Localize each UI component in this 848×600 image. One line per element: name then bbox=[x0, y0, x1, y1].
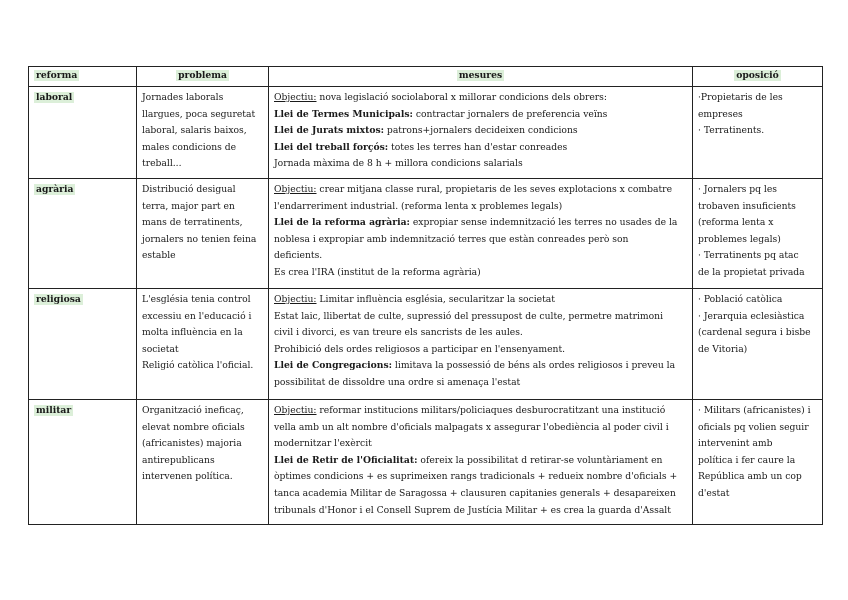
law-label: Llei de la reforma agrària: bbox=[274, 217, 410, 229]
header-reforma: reforma bbox=[29, 67, 137, 87]
reform-label: religiosa bbox=[36, 294, 81, 305]
reform-label: laboral bbox=[36, 92, 73, 103]
header-problema: problema bbox=[137, 67, 269, 87]
mesures-line bbox=[274, 123, 687, 140]
law-label: Llei del treball forçós: bbox=[274, 141, 389, 153]
problema-line: estable bbox=[142, 250, 176, 262]
mesures-line bbox=[274, 90, 687, 107]
problema-line: Religió catòlica l'oficial. bbox=[142, 360, 254, 372]
cell-reforma bbox=[29, 87, 137, 179]
mesures-text: crear mitjana classe rural, propietaris de les seves explotacions x combatre bbox=[316, 184, 673, 195]
mesures-text: Prohibició dels ordes religiosos a participar en l'ensenyament. bbox=[274, 343, 566, 355]
oposicio-line: empreses bbox=[698, 108, 743, 120]
oposicio-line: trobaven insuficients bbox=[698, 200, 796, 212]
problema-line: antirepublicans bbox=[142, 454, 215, 466]
mesures-line bbox=[274, 140, 687, 157]
mesures-text: patrons+jornalers decideixen condicions bbox=[384, 125, 578, 137]
header-mesures: mesures bbox=[269, 67, 693, 87]
mesures-text: vella amb un alt nombre d'oficials malpagats x assegurar l'obediència al poder civil i bbox=[274, 421, 669, 433]
reform-label: militar bbox=[36, 405, 72, 416]
mesures-text: Estat laic, llibertat de culte, supressió del pressupost de culte, permetre matrimoni bbox=[274, 310, 664, 322]
oposicio-line: de la propietat privada bbox=[698, 266, 805, 278]
problema-line: molta influència en la bbox=[142, 327, 243, 339]
cell-oposicio bbox=[693, 289, 823, 400]
mesures-text: deficients. bbox=[274, 250, 323, 262]
cell-problema bbox=[137, 179, 269, 289]
mesures-line bbox=[274, 342, 687, 359]
mesures-text: totes les terres han d'estar conreades bbox=[388, 141, 568, 153]
law-label: Llei de Congregacions: bbox=[274, 360, 393, 372]
problema-line: societat bbox=[142, 343, 179, 355]
oposicio-line: República amb un cop bbox=[698, 471, 802, 483]
law-label: Llei de Termes Municipals: bbox=[274, 108, 413, 120]
problema-line: males condicions de bbox=[142, 141, 237, 153]
oposicio-line: de Vitoria) bbox=[698, 343, 748, 355]
reform-label: agrària bbox=[36, 184, 74, 195]
mesures-text: l'endarreriment industrial. (reforma lenta x problemes legals) bbox=[274, 200, 563, 212]
header-oposicio: oposició bbox=[693, 67, 823, 87]
problema-line: L'església tenia control bbox=[142, 294, 251, 305]
problema-line: (africanistes) majoria bbox=[142, 438, 242, 450]
problema-line: intervenen política. bbox=[142, 471, 233, 483]
oposicio-line: d'estat bbox=[698, 487, 730, 499]
cell-reforma bbox=[29, 400, 137, 525]
problema-line: Jornades laborals bbox=[142, 92, 224, 103]
mesures-text: Es crea l'IRA (institut de la reforma agrària) bbox=[274, 266, 481, 278]
mesures-text: limitava la possessió de béns als ordes religiosos i preveu la bbox=[392, 360, 676, 372]
mesures-text: expropiar sense indemnització les terres no usades de la bbox=[409, 217, 678, 229]
mesures-line bbox=[274, 215, 687, 232]
oposicio-line: política i fer caure la bbox=[698, 454, 796, 466]
oposicio-line: (reforma lenta x bbox=[698, 217, 774, 229]
mesures-text: nova legislació sociolaboral x millorar condicions dels obrers: bbox=[316, 92, 607, 103]
mesures-line bbox=[274, 503, 687, 520]
mesures-line bbox=[274, 486, 687, 503]
cell-oposicio bbox=[693, 179, 823, 289]
cell-mesures bbox=[269, 179, 693, 289]
cell-mesures bbox=[269, 87, 693, 179]
mesures-line bbox=[274, 107, 687, 124]
cell-problema bbox=[137, 87, 269, 179]
mesures-line bbox=[274, 199, 687, 216]
objective-label: Objectiu: bbox=[274, 294, 317, 305]
problema-line: jornalers no tenien feina bbox=[142, 233, 257, 245]
oposicio-line: · Jornalers pq les bbox=[698, 184, 778, 195]
oposicio-line: oficials pq volien seguir bbox=[698, 421, 809, 433]
problema-line: terra, major part en bbox=[142, 200, 235, 212]
table-row bbox=[29, 87, 823, 179]
table-row bbox=[29, 400, 823, 525]
objective-label: Objectiu: bbox=[274, 405, 317, 416]
table-row bbox=[29, 179, 823, 289]
mesures-line bbox=[274, 156, 687, 173]
mesures-line bbox=[274, 358, 687, 375]
mesures-line bbox=[274, 453, 687, 470]
problema-line: laboral, salaris baixos, bbox=[142, 125, 247, 137]
mesures-line bbox=[274, 309, 687, 326]
mesures-line bbox=[274, 325, 687, 342]
oposicio-line: · Població catòlica bbox=[698, 294, 783, 305]
oposicio-line: problemes legals) bbox=[698, 233, 781, 245]
cell-reforma bbox=[29, 179, 137, 289]
mesures-line bbox=[274, 375, 687, 392]
oposicio-line: ·Propietaris de les bbox=[698, 92, 783, 103]
mesures-line bbox=[274, 403, 687, 420]
header-row bbox=[29, 67, 823, 87]
oposicio-line: · Jerarquia eclesiàstica bbox=[698, 310, 805, 322]
mesures-text: Limitar influència església, secularitzar la societat bbox=[316, 294, 555, 305]
mesures-line bbox=[274, 248, 687, 265]
mesures-text: contractar jornalers de preferencia veïns bbox=[412, 108, 608, 120]
mesures-text: òptimes condicions + es suprimeixen rangs tradicionals + redueix nombre d'oficials + bbox=[274, 471, 678, 483]
mesures-line bbox=[274, 232, 687, 249]
mesures-line bbox=[274, 182, 687, 199]
oposicio-line: (cardenal segura i bisbe bbox=[698, 327, 811, 339]
problema-line: excessiu en l'educació i bbox=[142, 310, 252, 322]
mesures-text: noblesa i expropiar amb indemnització terres que estàn conreades però son bbox=[274, 233, 629, 245]
problema-line: treball... bbox=[142, 158, 182, 170]
objective-label: Objectiu: bbox=[274, 92, 317, 103]
mesures-line bbox=[274, 469, 687, 486]
problema-line: Organització ineficaç, bbox=[142, 405, 244, 416]
problema-line: mans de terratinents, bbox=[142, 217, 243, 229]
mesures-text: ofereix la possibilitat d retirar-se voluntàriament en bbox=[417, 454, 663, 466]
mesures-line bbox=[274, 436, 687, 453]
problema-line: llargues, poca seguretat bbox=[142, 108, 256, 120]
cell-reforma bbox=[29, 289, 137, 400]
law-label: Llei de Retir de l'Oficialitat: bbox=[274, 454, 418, 466]
mesures-line bbox=[274, 420, 687, 437]
oposicio-line: · Terratinents. bbox=[698, 125, 765, 137]
oposicio-line: intervenint amb bbox=[698, 438, 773, 450]
cell-mesures bbox=[269, 400, 693, 525]
reform-table bbox=[28, 66, 823, 525]
cell-mesures bbox=[269, 289, 693, 400]
table-row bbox=[29, 289, 823, 400]
mesures-text: Jornada màxima de 8 h + millora condicions salarials bbox=[274, 158, 523, 170]
problema-line: Distribució desigual bbox=[142, 184, 236, 195]
mesures-line bbox=[274, 292, 687, 309]
cell-problema bbox=[137, 400, 269, 525]
mesures-line bbox=[274, 265, 687, 282]
oposicio-line: · Terratinents pq atac bbox=[698, 250, 799, 262]
mesures-text: tanca academia Militar de Saragossa + clausuren capitanies generals + desapareixen bbox=[274, 487, 676, 499]
objective-label: Objectiu: bbox=[274, 184, 317, 195]
cell-oposicio bbox=[693, 400, 823, 525]
cell-oposicio bbox=[693, 87, 823, 179]
mesures-text: civil i divorci, es van treure els sancrists de les aules. bbox=[274, 327, 523, 339]
law-label: Llei de Jurats mixtos: bbox=[274, 125, 385, 137]
cell-problema bbox=[137, 289, 269, 400]
oposicio-line: · Militars (africanistes) i bbox=[698, 405, 811, 416]
mesures-text: tribunals d'Honor i el Consell Suprem de Justícia Militar + es crea la guarda d'Assalt bbox=[274, 504, 671, 516]
mesures-text: reformar institucions militars/policiaques desburocratitzant una institució bbox=[316, 405, 666, 416]
mesures-text: modernitzar l'exèrcit bbox=[274, 438, 372, 450]
problema-line: elevat nombre oficials bbox=[142, 421, 245, 433]
mesures-text: possibilitat de dissoldre una ordre si amenaça l'estat bbox=[274, 376, 521, 388]
